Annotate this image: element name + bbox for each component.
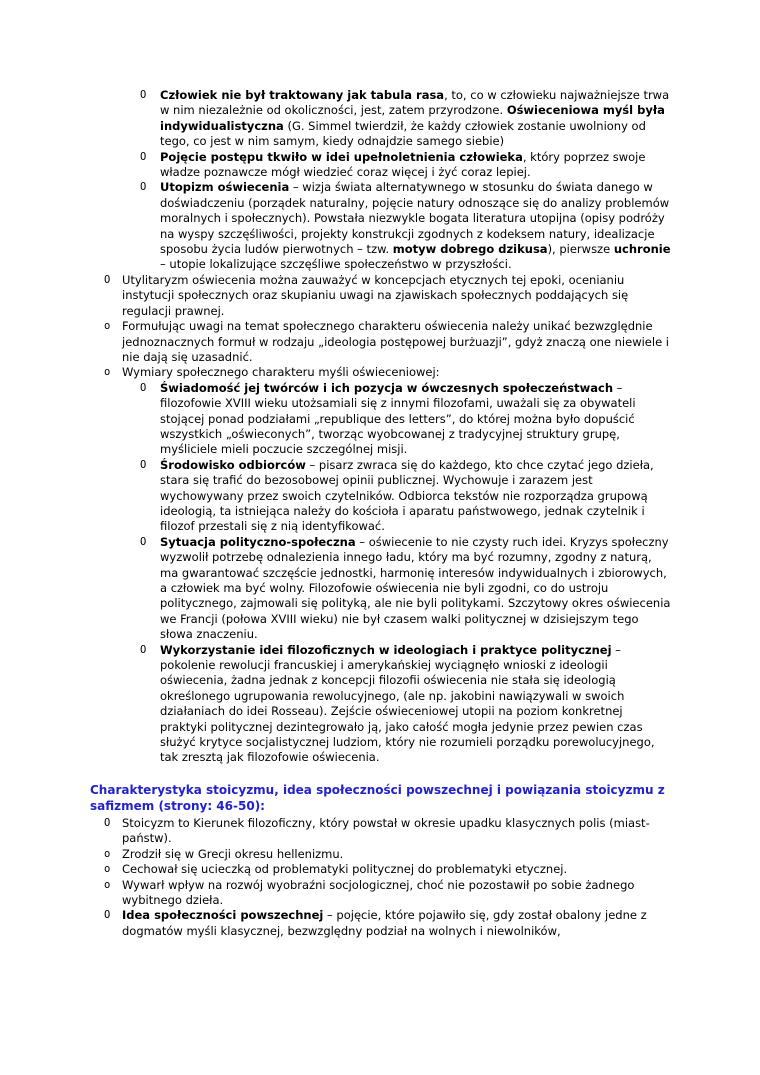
bullet-marker: o [104,863,111,876]
list-item [90,535,672,643]
bullet-marker: O [140,535,147,548]
list-item [90,319,672,365]
list-item [90,273,672,319]
bullet-marker: O [140,89,147,101]
bullet-marker: O [140,458,147,471]
bullet-marker: o [104,366,111,379]
bullet-marker: O [140,643,147,656]
list-item [90,180,672,272]
bullet-marker: o [104,878,111,891]
bullet-marker: o [104,320,111,333]
list-item [90,908,672,939]
bullet-list [90,816,672,939]
bullet-marker: O [104,909,111,922]
list-item-text: Zrodził się w Grecji okresu hellenizmu. [122,846,344,861]
list-item-text: Wykorzystanie idei filozoficznych w ideologiach i praktyce politycznej – pokolenie rewolucji francuskiej i amerykańskiej wyciągnęło wnioski z ideologii oświecenia, żadna jednak z koncepcji filozofii oświecenia nie stała się ideologią określonego ugrupowania rewolucyjnego, (ale np. jakobini nawiązywali w swoich działaniach do idei Rosseau). Zejście oświeceniowej utopii na poziom konkretnej praktyki politycznej dezintegrowało ją, jako całość mogła jedynie przez pewien czas służyć krytyce socjalistycznej ludziom, który nie rozumieli porządku porewolucyjnego, tak zresztą jak filozofowie oświecenia. [160,642,655,765]
bullet-marker: O [140,381,147,394]
bullet-marker: o [104,847,111,860]
list-item-text: Wywarł wpływ na rozwój wyobraźni socjologicznej, choć nie pozostawił po sobie żadnego wybitnego dzieła. [122,877,635,907]
bullet-marker: O [140,150,147,163]
list-item [90,878,672,909]
list-item-text: Pojęcie postępu tkwiło w idei upełnoletnienia człowieka, który poprzez swoje władze poznawcze mógł wiedzieć coraz więcej i żyć coraz lepiej. [160,149,646,180]
list-item [90,862,672,877]
bullet-list [90,88,672,766]
list-item-text: Formułując uwagi na temat społecznego charakteru oświecenia należy unikać bezwzględnie jednoznacznych formuł w rodzaju „ideologia postępowej burżuazji”, gdyż znaczą one niewiele i nie dają się uzasadnić. [122,319,670,364]
list-item-text: Cechował się ucieczką od problematyki politycznej do problematyki etycznej. [122,862,568,877]
list-item-text: Idea społeczności powszechnej – pojęcie, które pojawiło się, gdy został obalony jedne z dogmatów myśli klasycznej, bezwzględny podział na wolnych i niewolników, [122,908,647,938]
list-item-text: Stoicyzm to Kierunek filozoficzny, który powstał w okresie upadku klasycznych polis (miast-państw). [122,815,650,846]
list-item [90,458,672,535]
list-item [90,643,672,766]
list-item-text: Utopizm oświecenia – wizja świata alternatywnego w stosunku do świata danego w doświadczeniu (porządek naturalny, pojęcie natury odnoszące się do analizy problemów moralnych i społecznych). Powstała niezwykle bogata literatura utopijna (opisy podróży na wyspy szczęśliwości, projekty konstrukcji zgodnych z kodeksem natury, idealizacje sposobu życia ludów pierwotnych – tzw. motyw dobrego dzikusa), pierwsze uchronie – utopie lokalizujące szczęśliwe społeczeństwo w przyszłości. [160,180,671,272]
list-item [90,88,672,150]
list-item-text: Człowiek nie był traktowany jak tabula rasa, to, co w człowieku najważniejsze trwa w nim niezależnie od okoliczności, jest, zatem przyrodzone. Oświeceniowa myśl była indywidualistyczna (G. Simmel twierdził, że każdy człowiek zostanie uwolniony od tego, co jest w nim samym, kiedy odnajdzie samego siebie) [160,88,670,149]
list-item [90,150,672,181]
list-item-text: Środowisko odbiorców – pisarz zwraca się do każdego, kto chce czytać jego dzieła, stara się trafić do bezosobowej opinii publicznej. Wychowuje i zarazem jest wychowywany przez swoich czytelników. Odbiorca tekstów nie rozporządza grupową ideologią, ta istniejąca należy do kościoła i aparatu państwowego, jednak czytelnik i filozof przestali się z nią identyfikować. [160,457,654,534]
bullet-marker: O [140,181,147,194]
list-item [90,365,672,380]
list-item-text: Wymiary społecznego charakteru myśli oświeceniowej: [122,365,440,380]
list-item-text: Świadomość jej twórców i ich pozycja w ówczesnych społeczeństwach – filozofowie XVIII wieku utożsamiali się z innymi filozofami, uważali się za obywateli stojącej ponad podziałami „republique des letters”, do której można było dopuścić wszystkich „oświeconych”, tworząc wyobcowanej z tradycyjnej struktury grupę, myśliciele mieli poczucie szczególnej misji. [160,380,636,457]
list-item [90,847,672,862]
document-content [90,88,672,939]
bullet-marker: O [104,816,111,829]
list-item [90,381,672,458]
section-heading: Charakterystyka stoicyzmu, idea społeczności powszechnej i powiązania stoicyzmu z safizmem (strony: 46-50): [90,782,665,814]
list-item-text: Utylitaryzm oświecenia można zauważyć w koncepcjach etycznych tej epoki, ocenianiu instytucji społecznych oraz skupianiu uwagi na zjawiskach społecznych poddających się regulacji prawnej. [122,272,629,318]
bullet-marker: O [104,273,111,286]
list-item-text: Sytuacja polityczno-społeczna – oświecenie to nie czysty ruch idei. Kryzys społeczny wyzwolił potrzebę odnalezienia innego ładu, który ma być rozumny, zgodny z naturą, ma gwarantować szczęście jednostki, harmonię interesów indywidualnych i zbiorowych, a człowiek ma być wolny. Filozofowie oświecenia nie byli zgodni, co do ustroju politycznego, zajmowali się polityką, ale nie byli politykami. Szczytowy okres oświecenia we Francji (połowa XVIII wieku) nie był czasem walki politycznej w dzisiejszym tego słowa znaczeniu. [160,534,671,642]
list-item [90,816,672,847]
